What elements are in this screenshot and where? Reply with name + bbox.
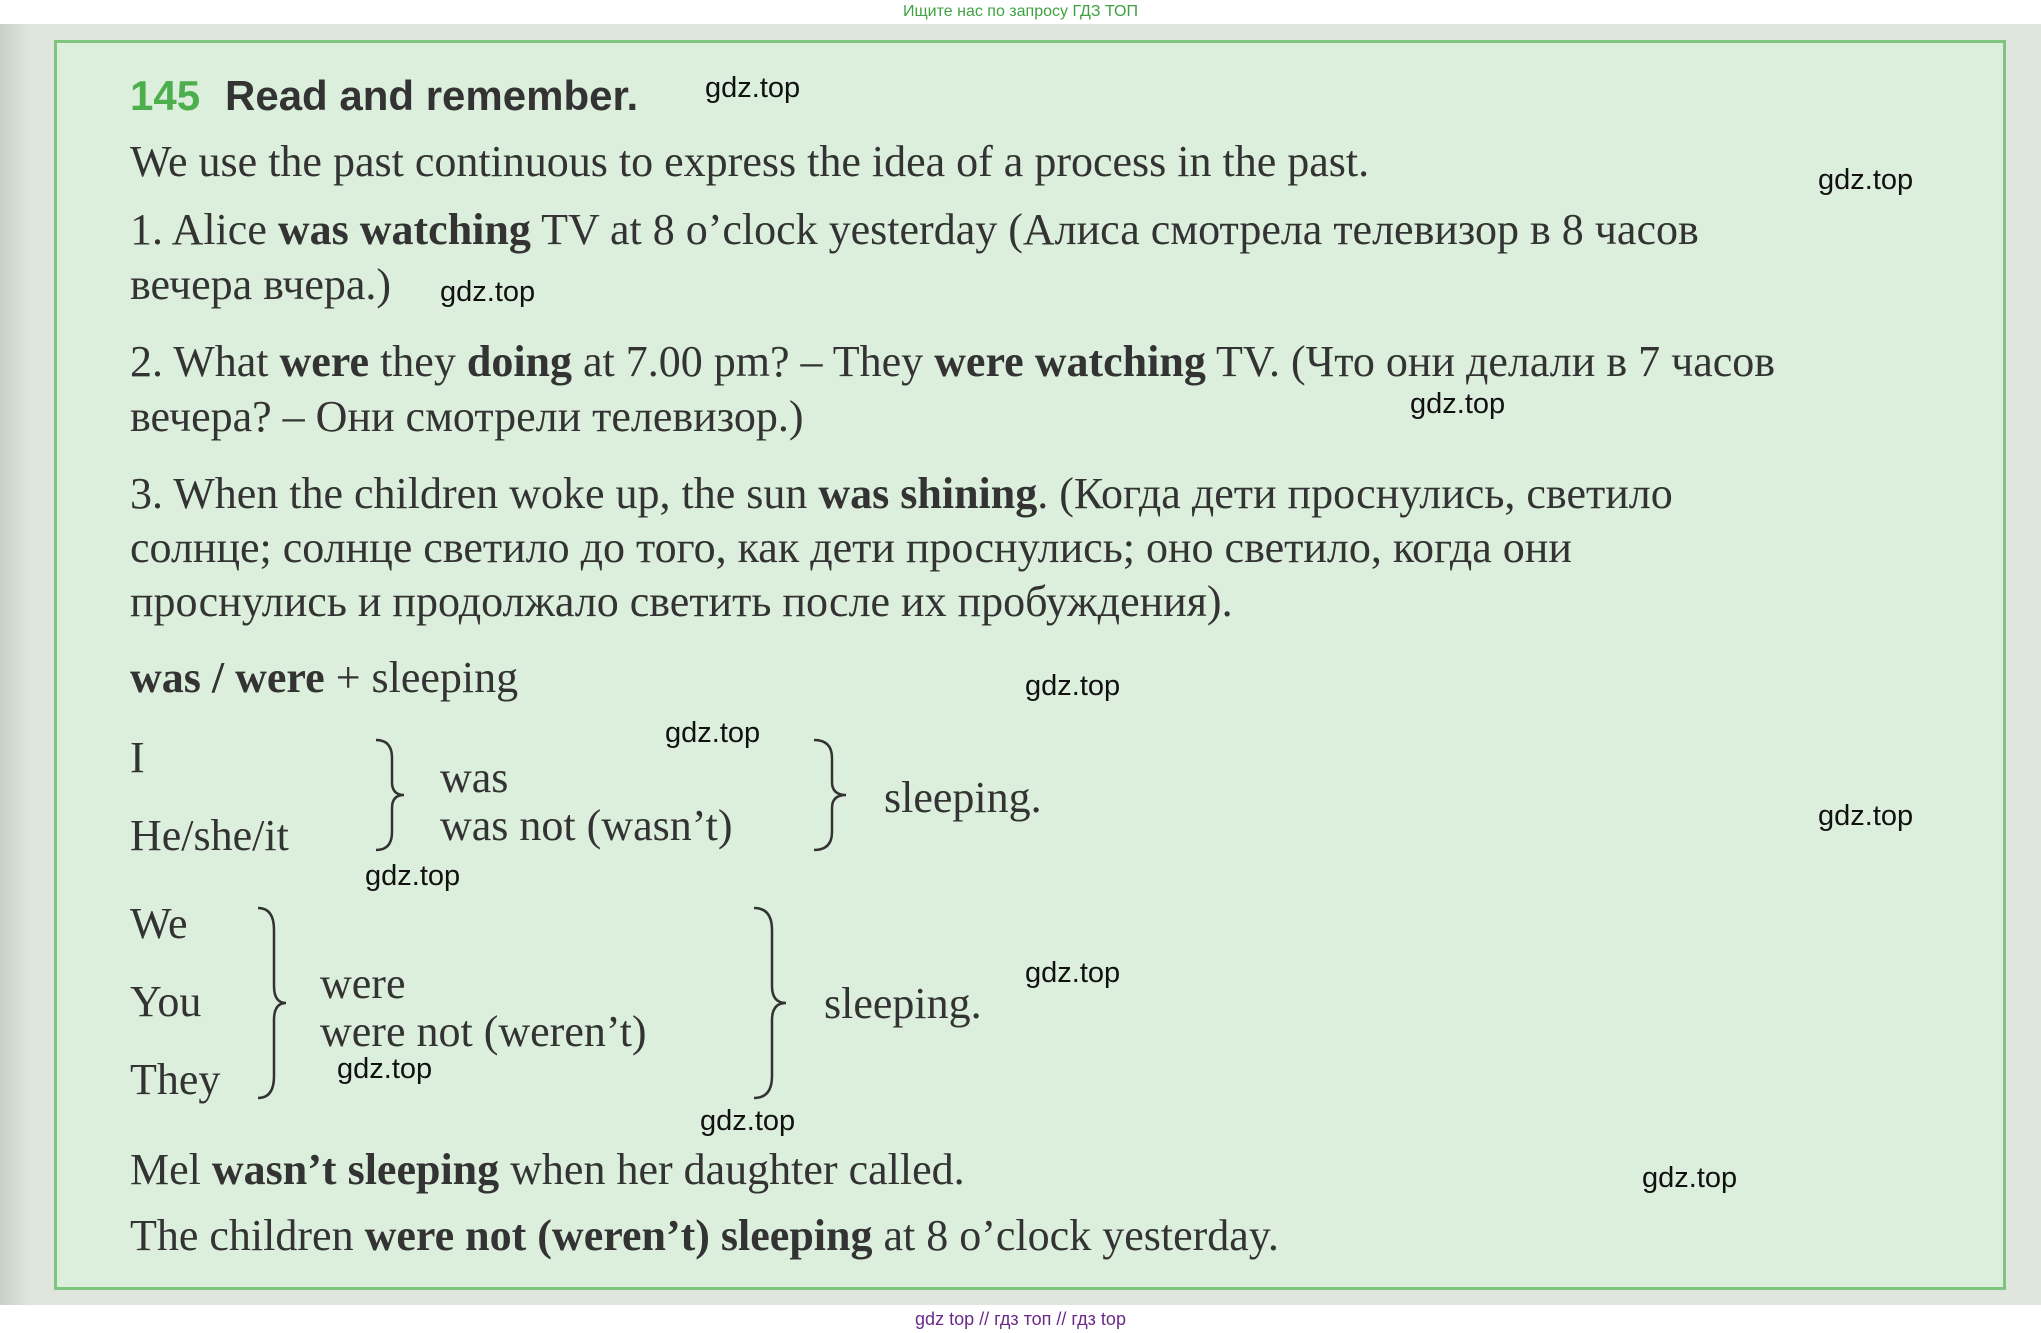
table2-result: sleeping.: [824, 979, 982, 1028]
watermark: gdz.top: [700, 1105, 796, 1137]
bottom-banner-links[interactable]: gdz top // гдз топ // гдз top: [915, 1309, 1126, 1329]
example-3-line-3: проснулись и продолжало светить после их пробуждения).: [130, 577, 1233, 626]
watermark: gdz.top: [1025, 957, 1121, 989]
table1-verb-1: was: [440, 753, 509, 802]
watermark: gdz.top: [1410, 388, 1506, 420]
brace-right-icon: [750, 906, 790, 1100]
page-edge-shadow: [0, 24, 30, 1305]
formula: was / were + sleeping: [130, 653, 519, 702]
example-3-line-2: солнце; солнце светило до того, как дети проснулись; оно светило, когда они: [130, 523, 1572, 572]
watermark: gdz.top: [337, 1053, 433, 1085]
table2-verb-1: were: [320, 959, 406, 1008]
example-2-line-1: 2. What were they doing at 7.00 pm? – They were watching TV. (Что они делали в 7 часов: [130, 337, 1776, 386]
watermark: gdz.top: [440, 276, 536, 308]
brace-right-icon: [810, 738, 850, 852]
watermark: gdz.top: [1818, 164, 1914, 196]
table2-subject-2: You: [130, 977, 202, 1026]
brace-right-icon: [372, 738, 406, 852]
watermark: gdz.top: [705, 72, 801, 104]
watermark: gdz.top: [1025, 670, 1121, 702]
brace-right-icon: [254, 906, 288, 1100]
sentence-2: The children were not (weren’t) sleeping at 8 o’clock yesterday.: [130, 1211, 1279, 1260]
watermark: gdz.top: [665, 717, 761, 749]
table2-verb-2: were not (weren’t): [320, 1007, 647, 1056]
watermark: gdz.top: [1642, 1162, 1738, 1194]
table1-verb-2: was not (wasn’t): [440, 801, 733, 850]
table1-subject-1: I: [130, 733, 145, 782]
example-3-line-1: 3. When the children woke up, the sun was shining. (Когда дети проснулись, светило: [130, 469, 1673, 518]
exercise-number: 145: [130, 72, 201, 119]
watermark: gdz.top: [365, 860, 461, 892]
example-2-line-2: вечера? – Они смотрели телевизор.): [130, 392, 804, 441]
table2-subject-1: We: [130, 899, 188, 948]
sentence-1: Mel wasn’t sleeping when her daughter called.: [130, 1145, 965, 1194]
exercise-title: Read and remember.: [225, 72, 639, 119]
top-banner-link[interactable]: Ищите нас по запросу ГДЗ ТОП: [903, 3, 1138, 20]
table2-subject-3: They: [130, 1055, 221, 1104]
intro-text: We use the past continuous to express the idea of a process in the past.: [130, 137, 1370, 186]
table1-subject-2: He/she/it: [130, 811, 289, 860]
example-1-line-1: 1. Alice was watching TV at 8 o’clock yesterday (Алиса смотрела телевизор в 8 часов: [130, 205, 1699, 254]
watermark: gdz.top: [1818, 800, 1914, 832]
example-1-line-2: вечера вчера.): [130, 260, 392, 309]
table1-result: sleeping.: [884, 773, 1042, 822]
